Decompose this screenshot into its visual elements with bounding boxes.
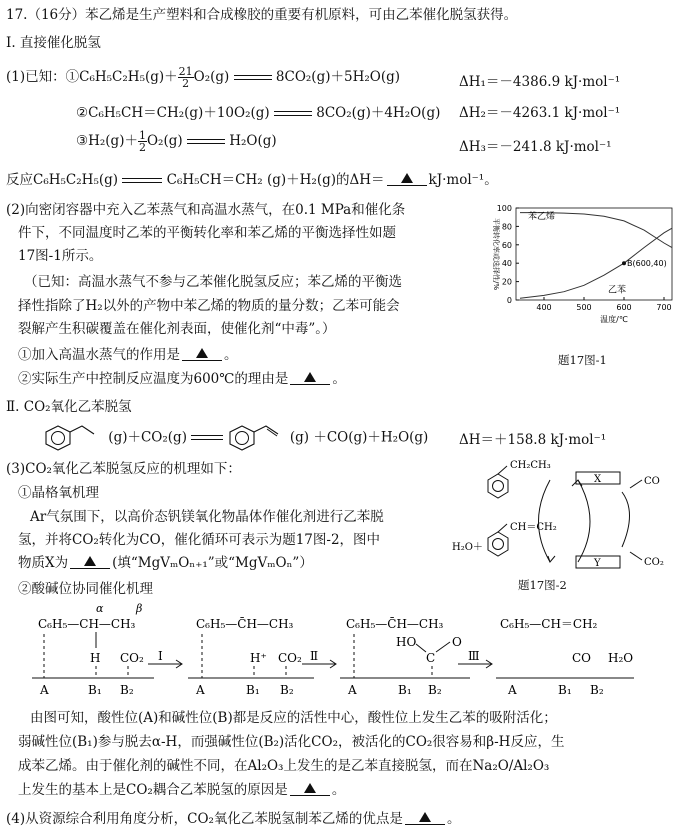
mechanism-diagram [24, 600, 664, 700]
fig2-co2: CO₂ [644, 557, 664, 568]
part1-title: Ⅰ. 直接催化脱氢 [6, 35, 101, 51]
svg-text:O: O [452, 635, 462, 649]
reaction-3: ③H₂(g)＋ $\frac{1}{2}$ O₂(g) H₂O(g) [76, 129, 277, 154]
r1-left-b: O₂(g) [193, 69, 230, 85]
y-axis-label: 平衡转化率或选择性/% [492, 217, 500, 291]
fig2-y: Y [594, 558, 601, 569]
svg-text:CO₂: CO₂ [278, 651, 302, 665]
svg-text:C₆H₅—CH＝CH₂: C₆H₅—CH＝CH₂ [500, 617, 598, 631]
x-tick-label: 500 [576, 303, 592, 312]
fig2-mid-label: CH＝CH₂ [510, 522, 557, 533]
q4-line: (4)从资源综合利用角度分析，CO₂氧化乙苯脱氢制苯乙烯的优点是 。 [6, 811, 461, 827]
svg-text:H⁺: H⁺ [250, 651, 267, 665]
y-tick-label: 80 [501, 222, 512, 232]
q2-line: (2)向密闭容器中充入乙苯蒸气和高温水蒸气，在0.1 MPa和催化条 [6, 202, 406, 218]
q2-sub-b: ②实际生产中控制反应温度为600℃的理由是 。 [18, 371, 346, 387]
chart-fig1 [486, 200, 682, 350]
svg-text:C₆H₅—C̄H—CH₃: C₆H₅—C̄H—CH₃ [346, 617, 444, 631]
svg-text:Ⅱ: Ⅱ [310, 649, 319, 663]
svg-text:B₁: B₁ [246, 683, 260, 697]
svg-text:A: A [508, 683, 517, 697]
answer-blank[interactable] [385, 172, 429, 186]
q3-para-line: 由图可知，酸性位(A)和碱性位(B)都是反应的活性中心，酸性位上发生乙苯的吸附活化； [30, 710, 557, 726]
x-tick-label: 400 [536, 303, 552, 312]
series-label-ethylbenzene: 乙苯 [608, 285, 627, 296]
svg-text:H₂O: H₂O [608, 651, 634, 665]
svg-text:B₂: B₂ [428, 683, 442, 697]
svg-text:H: H [90, 651, 101, 665]
part2-title: Ⅱ. CO₂氧化乙苯脱氢 [6, 399, 132, 415]
svg-text:β: β [136, 602, 143, 615]
r1-right: 8CO₂(g)＋5H₂O(g) [275, 69, 400, 85]
svg-text:CO₂: CO₂ [120, 651, 144, 665]
answer-blank[interactable] [288, 782, 332, 796]
svg-text:C₆H₅—CH—CH₃: C₆H₅—CH—CH₃ [38, 617, 136, 631]
answer-blank[interactable] [403, 811, 447, 825]
svg-text:B₁: B₁ [558, 683, 572, 697]
q2-line: 件下，不同温度时乙苯的平衡转化率和苯乙烯的平衡选择性如题 [18, 225, 396, 241]
svg-text:B₁: B₁ [88, 683, 102, 697]
x-tick-label: 700 [656, 303, 672, 312]
q3-1-line: Ar气氛围下，以高价态钒镁氧化物晶体作催化剂进行乙苯脱 [30, 509, 384, 525]
q3-para-line: 弱碱性位(B₁)参与脱去α-H，而强碱性位(B₂)活化CO₂，被活化的CO₂很容易和β-H反应，生 [18, 734, 565, 750]
series-label-styrene: 苯乙烯 [528, 212, 556, 223]
svg-text:C₆H₅—C̄H—CH₃: C₆H₅—C̄H—CH₃ [196, 617, 294, 631]
q2-line: 17图-1所示。 [18, 248, 103, 264]
y-tick-label: 60 [501, 240, 512, 250]
r3-dh: ΔH₃＝－241.8 kJ·mol⁻¹ [459, 139, 612, 155]
q2-sub-a: ①加入高温水蒸气的作用是 。 [18, 347, 238, 363]
y-tick-label: 20 [501, 277, 512, 287]
q3-2-title: ②酸碱位协同催化机理 [18, 581, 153, 597]
r1-fraction: $\frac{21}{2}$ [178, 65, 193, 90]
svg-text:CO: CO [572, 651, 592, 665]
r1-dh: ΔH₁＝－4386.9 kJ·mol⁻¹ [459, 74, 621, 90]
ethylbenzene-structure [44, 424, 104, 452]
q3-title: (3)CO₂氧化乙苯脱氢反应的机理如下： [6, 461, 241, 477]
answer-blank[interactable] [180, 347, 224, 361]
question-title: 17.（16分）苯乙烯是生产塑料和合成橡胶的重要有机原料，可由乙苯催化脱氢获得。 [6, 7, 518, 23]
q2-line: 裂解产生积碳覆盖在催化剂表面，使催化剂“中毒”。） [18, 321, 336, 337]
r2-dh: ΔH₂＝－4263.1 kJ·mol⁻¹ [459, 105, 621, 121]
svg-text:B₂: B₂ [120, 683, 134, 697]
answer-blank[interactable] [288, 371, 332, 385]
fig1-caption: 题17图-1 [558, 353, 607, 367]
styrene-structure [228, 424, 286, 452]
q3-1-line: 物质X为 (填“MgVₘOₙ₊₁”或“MgVₘOₙ”） [18, 555, 313, 571]
q2-line: 择性指除了H₂以外的产物中苯乙烯的物质的量分数；乙苯可能会 [18, 298, 400, 314]
equilibrium-arrow [122, 176, 162, 186]
svg-text:Ⅲ: Ⅲ [468, 649, 480, 663]
r4-dh: ΔH＝＋158.8 kJ·mol⁻¹ [459, 432, 607, 448]
fig2-x: X [594, 474, 602, 485]
reaction-2: ②C₆H₅CH＝CH₂(g)＋10O₂(g) 8CO₂(g)＋4H₂O(g) [76, 105, 441, 121]
svg-text:A: A [348, 683, 357, 697]
point-b-label: B(600,40) [627, 259, 667, 269]
fig2-co: CO [644, 476, 660, 487]
y-tick-label: 0 [506, 296, 512, 305]
fig2-h2o: H₂O＋ [452, 542, 483, 553]
y-tick-label: 100 [496, 204, 512, 213]
q3-1-line: 氢，并将CO₂转化为CO，催化循环可表示为题17图-2，图中 [18, 532, 381, 548]
svg-text:HO: HO [396, 635, 417, 649]
y-tick-label: 40 [501, 259, 512, 269]
fig2-cycle [452, 452, 682, 587]
equals-sign [274, 109, 312, 119]
q3-para-line: 上发生的基本上是CO₂耦合乙苯脱氢的原因是 。 [18, 782, 346, 798]
x-axis-label: 温度/℃ [600, 315, 628, 324]
q1-prefix: (1)已知： [6, 69, 66, 85]
x-tick-label: 600 [616, 303, 632, 312]
svg-text:C: C [426, 651, 436, 665]
target-reaction: 反应C₆H₅C₂H₅(g) C₆H₅CH＝CH₂ (g)＋H₂(g)的ΔH＝ kJ·mol⁻¹。 [6, 172, 498, 188]
r1-left: C₆H₅C₂H₅(g)＋ [79, 69, 178, 85]
q2-line: （已知：高温水蒸气不参与乙苯催化脱氢反应；苯乙烯的平衡选 [24, 274, 402, 290]
svg-text:B₁: B₁ [398, 683, 412, 697]
equals-sign [187, 137, 225, 147]
fig2-caption: 题17图-2 [518, 578, 567, 592]
r1-mark: ① [65, 69, 80, 85]
q3-para-line: 成苯乙烯。由于催化剂的碱性不同，在Al₂O₃上发生的是乙苯直接脱氢，而在Na₂O/Al₂O₃ [18, 758, 550, 774]
equals-sign [234, 73, 272, 83]
reaction-4: (g)＋CO₂(g) (g) ＋CO(g)＋H₂O(g) [44, 424, 428, 452]
svg-text:Ⅰ: Ⅰ [158, 649, 163, 663]
equilibrium-arrow [191, 433, 223, 443]
svg-text:A: A [40, 683, 49, 697]
svg-text:α: α [96, 602, 104, 615]
point-b [622, 261, 626, 265]
q3-1-title: ①晶格氧机理 [18, 485, 99, 501]
reaction-1 [6, 66, 400, 89]
answer-blank[interactable] [68, 555, 112, 569]
svg-text:B₂: B₂ [590, 683, 604, 697]
svg-text:A: A [196, 683, 205, 697]
fig2-top-label: CH₂CH₃ [510, 460, 551, 471]
svg-text:B₂: B₂ [280, 683, 294, 697]
